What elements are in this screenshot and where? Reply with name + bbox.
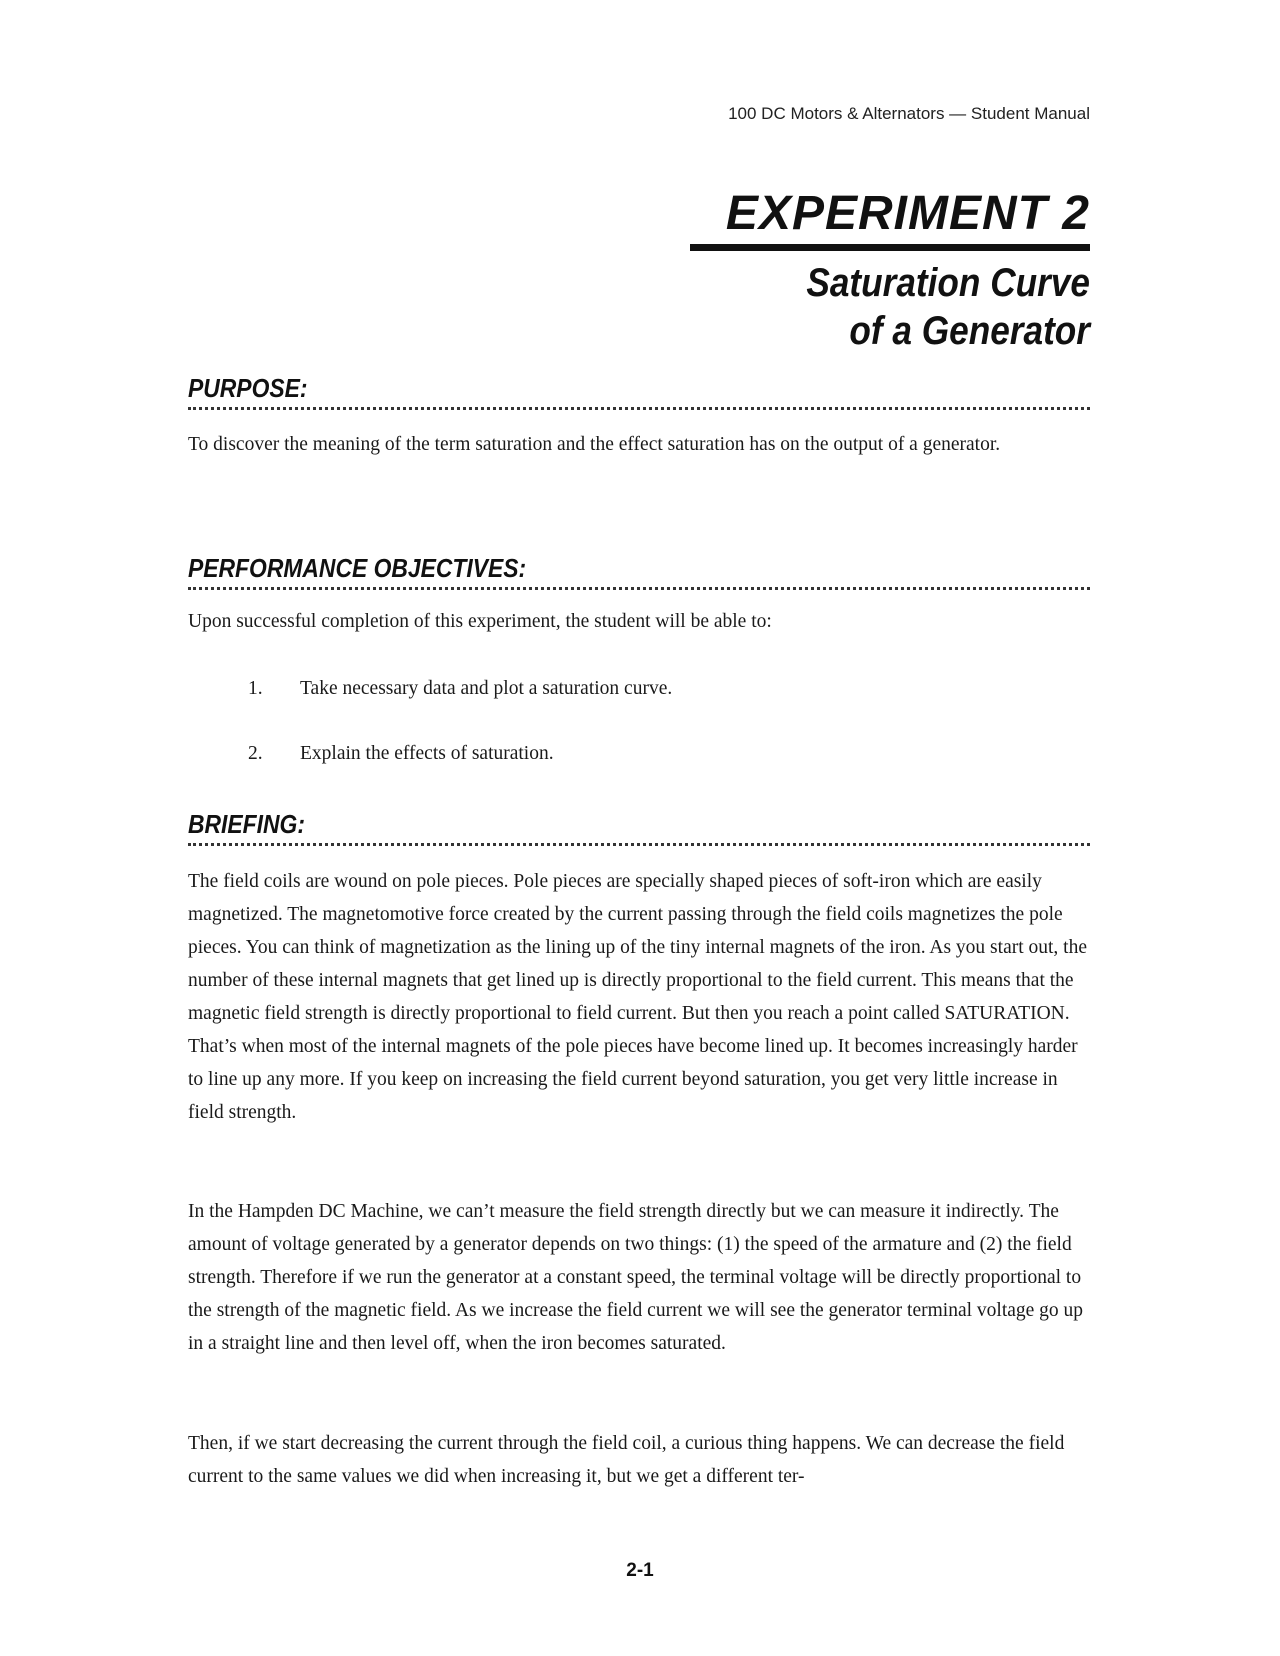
briefing-paragraph-1	[188, 865, 1090, 1129]
experiment-subtitle-line-2: of a Generator	[849, 309, 1090, 353]
briefing-paragraph-3	[188, 1427, 1090, 1493]
title-rule	[690, 244, 1090, 251]
briefing-paragraph-2	[188, 1195, 1090, 1360]
experiment-title-block	[690, 188, 1090, 355]
dotted-divider	[188, 587, 1090, 590]
briefing-text: The field coils are wound on pole pieces. Pole pieces are specially shaped pieces of soft-iron which are easily magnetized. The magnetomotive force created by the current passing through the field coils magnetizes the pole pieces. You can think of magnetization as the lining up of the tiny internal magnets of the iron. As you start out, the number of these internal magnets that get lined up is directly proportional to the field current. This means that the magnetic field strength is directly proportional to field current. But then you reach a point called SATURATION. That’s when most of the internal magnets of the pole pieces have become lined up. It becomes increasingly harder to line up any more. If you keep on increasing the field current beyond saturation, you get very little increase in field strength.	[188, 871, 1087, 1123]
objective-number: 2.	[248, 743, 263, 764]
objectives-intro	[188, 605, 1090, 638]
purpose-heading	[188, 372, 1090, 410]
dotted-divider	[188, 407, 1090, 410]
experiment-title: EXPERIMENT 2	[725, 187, 1090, 240]
briefing-heading	[188, 808, 1090, 846]
purpose-text	[188, 428, 1090, 461]
objectives-intro-text: Upon successful completion of this experiment, the student will be able to:	[188, 611, 772, 632]
briefing-text: Then, if we start decreasing the current through the field coil, a curious thing happens. We can decrease the field current to the same values we did when increasing it, but we get a different ter-	[188, 1433, 1065, 1487]
page-number: 2-1	[626, 1560, 654, 1581]
briefing-text: In the Hampden DC Machine, we can’t measure the field strength directly but we can measure it indirectly. The amount of voltage generated by a generator depends on two things: (1) the speed of the armature and (2) the field strength. Therefore if we run the generator at a constant speed, the terminal voltage will be directly proportional to the strength of the magnetic field. As we increase the field current we will see the generator terminal voltage go up in a straight line and then level off, when the iron becomes saturated.	[188, 1201, 1084, 1354]
briefing-heading-label: BRIEFING:	[188, 809, 305, 839]
experiment-subtitle-line-1: Saturation Curve	[806, 261, 1090, 305]
objective-number: 1.	[248, 678, 263, 699]
objective-item	[248, 672, 672, 705]
objectives-heading	[188, 552, 1090, 590]
dotted-divider	[188, 843, 1090, 846]
objective-text: Explain the effects of saturation.	[300, 743, 554, 764]
running-header: 100 DC Motors & Alternators — Student Manual	[728, 104, 1090, 123]
purpose-paragraph: To discover the meaning of the term saturation and the effect saturation has on the output of a generator.	[188, 434, 1001, 455]
purpose-heading-label: PURPOSE:	[188, 373, 308, 403]
objectives-heading-label: PERFORMANCE OBJECTIVES:	[188, 553, 527, 583]
objective-text: Take necessary data and plot a saturation curve.	[300, 678, 673, 699]
objective-item	[248, 737, 554, 770]
